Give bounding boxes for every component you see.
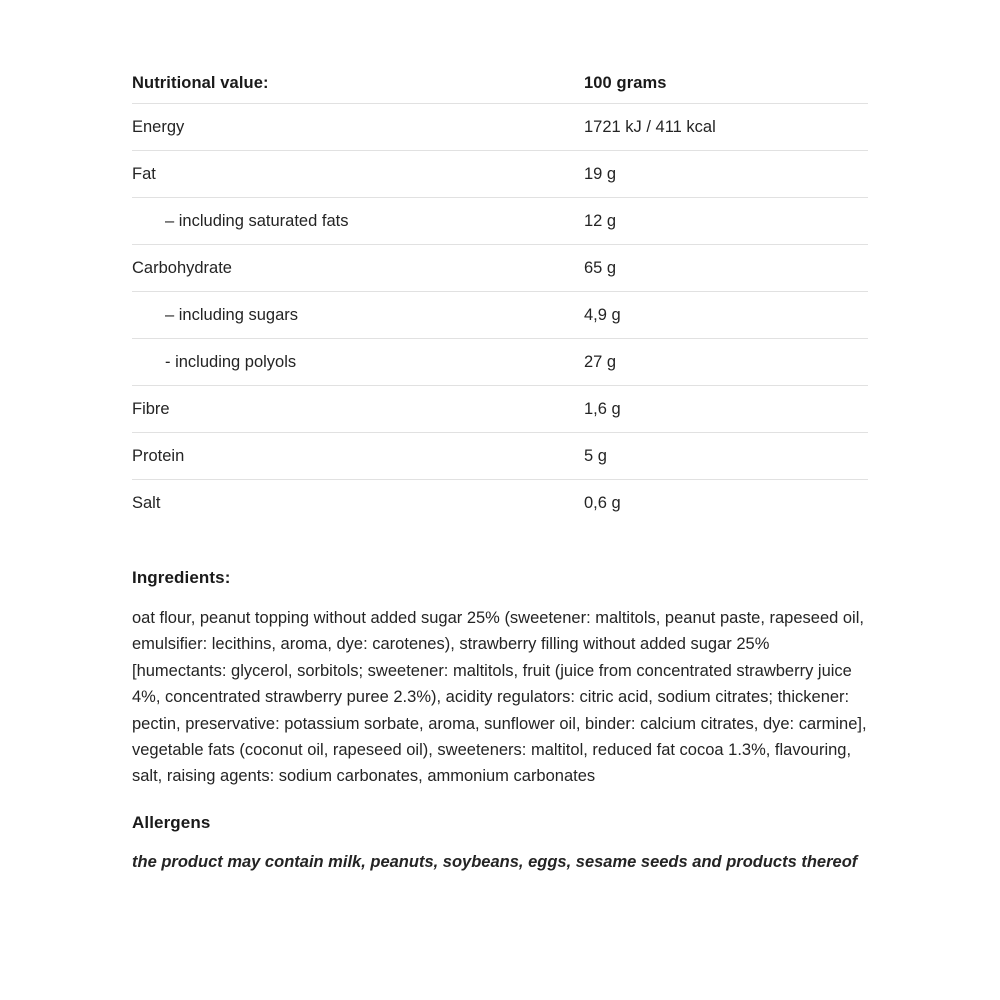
nutrient-value: 12 g xyxy=(584,211,617,230)
content-column xyxy=(132,0,868,875)
nutrient-label: Fat xyxy=(132,164,156,183)
table-row xyxy=(132,197,868,244)
table-row xyxy=(132,244,868,291)
nutrient-value: 1,6 g xyxy=(584,399,621,418)
nutrient-value: 1721 kJ / 411 kcal xyxy=(584,117,716,136)
ingredients-text: oat flour, peanut topping without added sugar 25% (sweetener: maltitols, peanut paste, rapeseed oil, emulsifier: lecithins, aroma, dye: carotenes), strawberry filling without added sugar 25% [humectants: glycerol, sorbitols; sweetener: maltitols, fruit (juice from concentrated strawberry juice 4%, concentrated strawberry puree 2.3%), acidity regulators: citric acid, sodium citrates; thickener: pectin, preservative: potassium sorbate, aroma, sunflower oil, binder: calcium citrates, dye: carmine], vegetable fats (coconut oil, rapeseed oil), sweeteners: maltitol, reduced fat cocoa 1.3%, flavouring, salt, raising agents: sodium carbonates, ammonium carbonates xyxy=(132,609,867,786)
nutrition-table xyxy=(132,64,868,526)
nutrient-label: Protein xyxy=(132,446,185,465)
nutrient-label: Energy xyxy=(132,117,185,136)
nutrient-value: 65 g xyxy=(584,258,617,277)
nutrient-label: Fibre xyxy=(132,399,170,418)
nutrition-header-label: Nutritional value: xyxy=(132,74,269,92)
allergens-text: the product may contain milk, peanuts, soybeans, eggs, sesame seeds and products thereof xyxy=(132,852,858,871)
table-row xyxy=(132,432,868,479)
nutrition-header-value: 100 grams xyxy=(584,74,667,92)
nutrient-label: Salt xyxy=(132,493,161,512)
nutrient-value: 19 g xyxy=(584,164,617,183)
table-row xyxy=(132,479,868,526)
table-row xyxy=(132,385,868,432)
table-row xyxy=(132,103,868,150)
table-row xyxy=(132,291,868,338)
table-row xyxy=(132,338,868,385)
nutrient-value: 0,6 g xyxy=(584,493,621,512)
allergens-heading: Allergens xyxy=(132,812,211,832)
nutrient-sublabel: - including polyols xyxy=(165,352,297,371)
nutrient-value: 4,9 g xyxy=(584,305,621,324)
nutrient-label: Carbohydrate xyxy=(132,258,232,277)
ingredients-heading: Ingredients: xyxy=(132,568,231,587)
nutrient-value: 27 g xyxy=(584,352,617,371)
nutrition-table-header xyxy=(132,64,868,103)
nutrient-value: 5 g xyxy=(584,446,607,465)
nutrient-sublabel: – including saturated fats xyxy=(165,211,349,230)
table-row xyxy=(132,150,868,197)
nutrient-sublabel: – including sugars xyxy=(165,305,298,324)
